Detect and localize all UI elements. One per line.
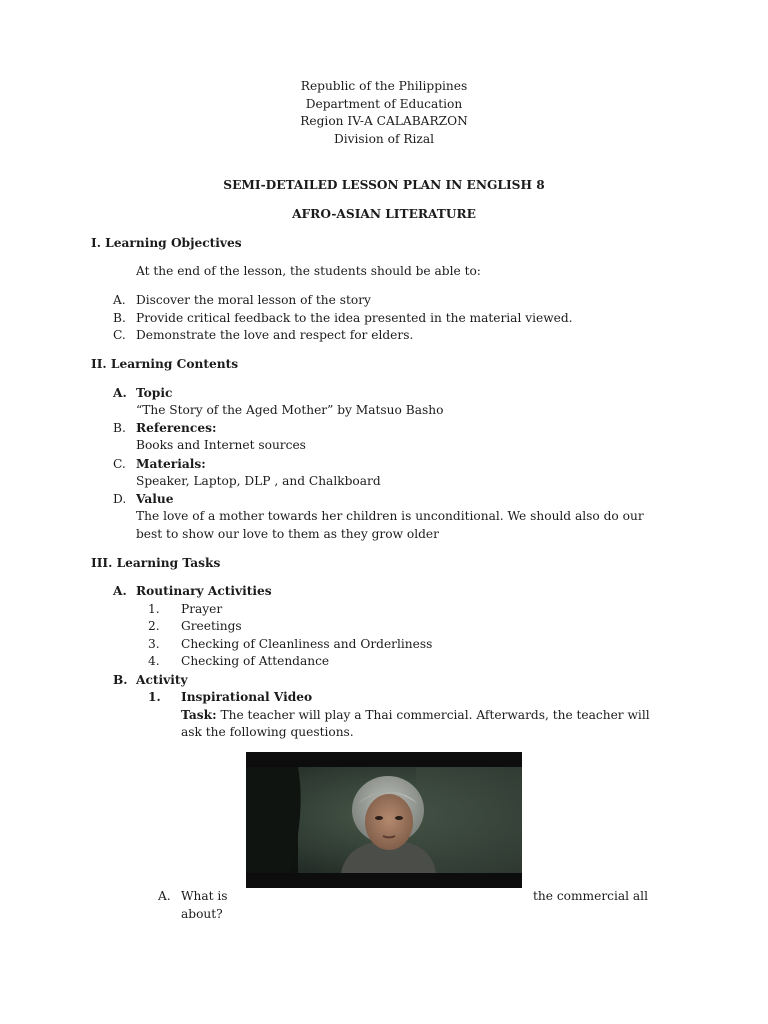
activity-sub-marker: 1. xyxy=(148,690,161,704)
content-marker: B. xyxy=(113,421,126,435)
content-label-references: References: xyxy=(136,421,217,435)
objective-text: Discover the moral lesson of the story xyxy=(136,293,371,307)
content-value-line: The love of a mother towards her children is unconditional. We should also do our xyxy=(136,509,644,523)
video-frame-image xyxy=(246,752,522,888)
contents-heading: II. Learning Contents xyxy=(91,357,239,371)
content-label-topic: Topic xyxy=(136,386,173,400)
header-region: Region IV-A CALABARZON xyxy=(300,114,468,128)
header-department: Department of Education xyxy=(305,97,463,111)
task-text: The teacher will play a Thai commercial. Afterwards, the teacher will xyxy=(216,708,650,722)
routinary-item-marker: 4. xyxy=(148,654,160,668)
routinary-item-text: Prayer xyxy=(181,602,223,616)
objectives-heading: I. Learning Objectives xyxy=(91,236,242,250)
video-thumbnail[interactable] xyxy=(246,752,522,888)
routinary-item-text: Greetings xyxy=(181,619,242,633)
objective-text: Demonstrate the love and respect for elders. xyxy=(136,328,414,342)
content-marker: C. xyxy=(113,457,126,471)
activity-label: Activity xyxy=(136,673,188,687)
question-marker: A. xyxy=(158,889,171,903)
routinary-item-marker: 2. xyxy=(148,619,160,633)
question-part-3: about? xyxy=(181,907,223,921)
task-line xyxy=(181,707,650,724)
tasks-heading: III. Learning Tasks xyxy=(91,556,221,570)
question-part-2: the commercial all xyxy=(533,889,648,903)
header-division: Division of Rizal xyxy=(333,132,435,146)
content-label-value: Value xyxy=(136,492,174,506)
objective-marker: B. xyxy=(113,311,126,325)
routinary-marker: A. xyxy=(113,584,127,598)
document-subtitle: AFRO-ASIAN LITERATURE xyxy=(292,207,476,221)
content-topic-value: “The Story of the Aged Mother” by Matsuo Basho xyxy=(136,403,444,417)
content-references-value: Books and Internet sources xyxy=(136,438,306,452)
content-value-line: best to show our love to them as they grow older xyxy=(136,527,439,541)
task-line-2: ask the following questions. xyxy=(181,725,354,739)
routinary-item-marker: 3. xyxy=(148,637,160,651)
task-label: Task: xyxy=(181,708,217,722)
content-marker: A. xyxy=(113,386,127,400)
objective-marker: C. xyxy=(113,328,126,342)
routinary-label: Routinary Activities xyxy=(136,584,272,598)
header-republic: Republic of the Philippines xyxy=(300,79,468,93)
objective-marker: A. xyxy=(113,293,126,307)
activity-marker: B. xyxy=(113,673,128,687)
document-title: SEMI-DETAILED LESSON PLAN IN ENGLISH 8 xyxy=(223,178,545,192)
content-label-materials: Materials: xyxy=(136,457,206,471)
activity-sub-label: Inspirational Video xyxy=(181,690,313,704)
routinary-item-text: Checking of Cleanliness and Orderliness xyxy=(181,637,433,651)
question-part-1: What is xyxy=(181,889,228,903)
routinary-item-marker: 1. xyxy=(148,602,160,616)
content-marker: D. xyxy=(113,492,127,506)
content-materials-value: Speaker, Laptop, DLP , and Chalkboard xyxy=(136,474,381,488)
objective-text: Provide critical feedback to the idea presented in the material viewed. xyxy=(136,311,573,325)
objectives-intro: At the end of the lesson, the students should be able to: xyxy=(136,264,481,278)
routinary-item-text: Checking of Attendance xyxy=(181,654,330,668)
